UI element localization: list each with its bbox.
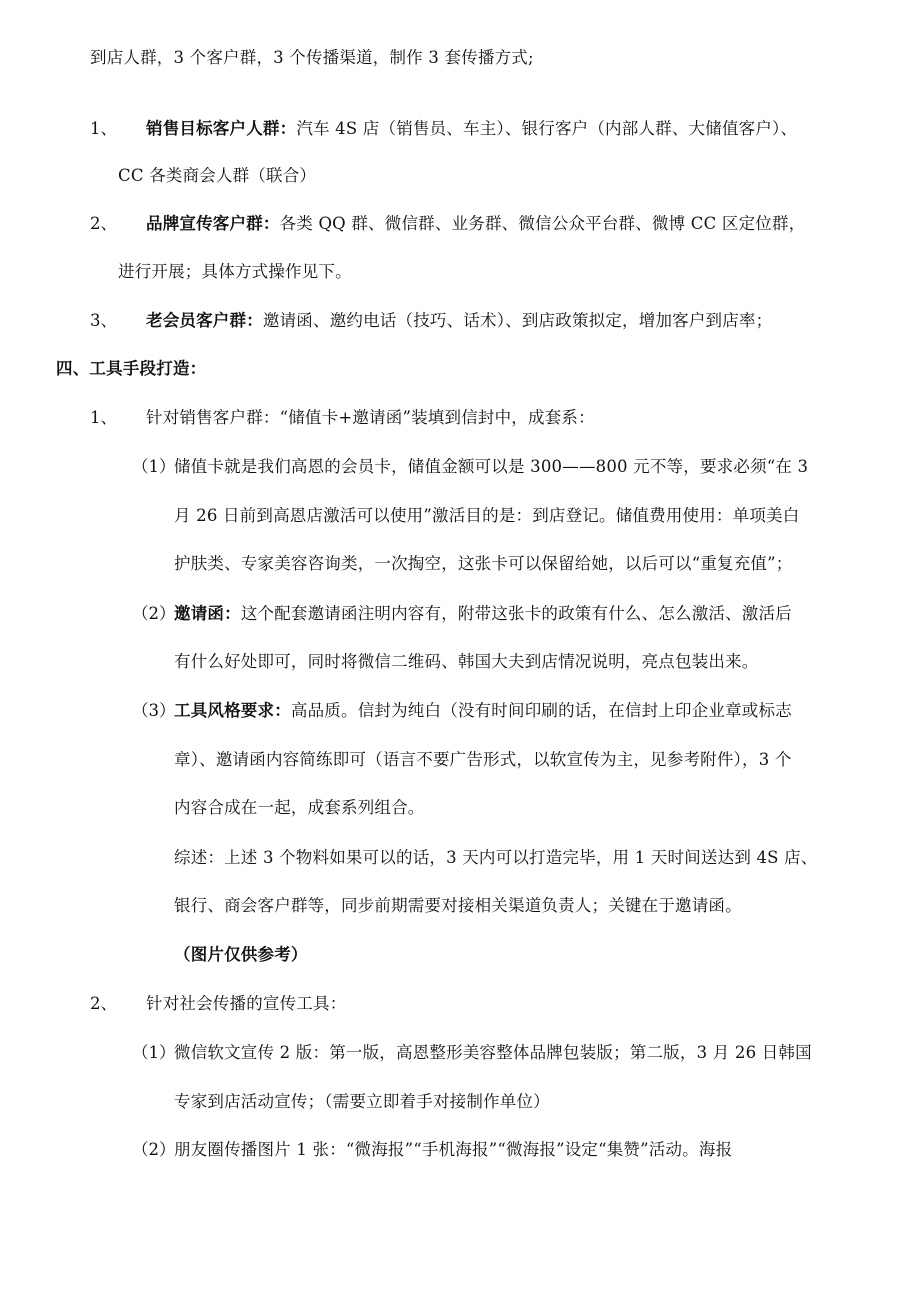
item-1-number: 1、 (90, 408, 117, 427)
group-3-line (146, 309, 772, 333)
item-2-number: 2、 (90, 994, 117, 1013)
item-1-sub-2-text: 这个配套邀请函注明内容有，附带这张卡的政策有什么、怎么激活、激活后 (240, 604, 792, 623)
item-2-sub-1-line-2: 专家到店活动宣传；（需要立即着手对接制作单位） (174, 1092, 550, 1111)
item-1-sub-1-line-3: 护肤类、专家美容咨询类，一次掏空，这张卡可以保留给她，以后可以“重复充值”； (174, 554, 793, 573)
item-2-text: 针对社会传播的宣传工具： (146, 994, 347, 1013)
group-2-continuation: 进行开展；具体方式操作见下。 (118, 262, 352, 281)
intro-line: 到店人群，3 个客户群，3 个传播渠道，制作 3 套传播方式; (90, 48, 534, 67)
summary-line-2: 银行、商会客户群等，同步前期需要对接相关渠道负责人；关键在于邀请函。 (174, 896, 742, 915)
group-2-number: 2、 (90, 214, 117, 233)
item-1-sub-2-line-1 (174, 602, 792, 626)
style-requirement-label: 工具风格要求： (174, 701, 291, 720)
item-1-sub-3-line-3: 内容合成在一起，成套系列组合。 (174, 798, 425, 817)
item-1-sub-1-line-1: 储值卡就是我们高恩的会员卡，储值金额可以是 300——800 元不等，要求必须“在 3 (174, 457, 809, 476)
group-2-line (146, 212, 805, 236)
group-1-line (146, 117, 797, 141)
item-2-sub-2-number: （2） (132, 1140, 176, 1159)
image-caption: （图片仅供参考） (174, 945, 308, 964)
group-1-text: 汽车 4S 店（销售员、车主）、银行客户（内部人群、大储值客户）、 (296, 119, 798, 138)
item-1-sub-3-line-1 (174, 699, 792, 723)
group-1-label: 销售目标客户人群： (146, 119, 297, 138)
summary-line-1: 综述：上述 3 个物料如果可以的话，3 天内可以打造完毕，用 1 天时间送达到 4S 店、 (174, 848, 818, 867)
group-2-label: 品牌宣传客户群： (146, 214, 280, 233)
item-2-sub-1-line-1: 微信软文宣传 2 版：第一版，高恩整形美容整体品牌包装版；第二版，3 月 26 日韩国 (174, 1043, 812, 1062)
group-3-text: 邀请函、邀约电话（技巧、话术）、到店政策拟定，增加客户到店率； (262, 311, 773, 330)
section-heading: 四、工具手段打造： (56, 359, 207, 378)
item-1-sub-3-number: （3） (132, 701, 176, 720)
group-1-continuation: CC 各类商会人群（联合） (118, 166, 317, 185)
item-1-sub-2-line-2: 有什么好处即可，同时将微信二维码、韩国大夫到店情况说明，亮点包装出来。 (174, 652, 759, 671)
item-1-sub-1-line-2: 月 26 日前到高恩店激活可以使用”激活目的是：到店登记。储值费用使用：单项美白 (174, 506, 800, 525)
group-3-number: 3、 (90, 311, 117, 330)
item-1-sub-2-number: （2） (132, 604, 176, 623)
invitation-label: 邀请函： (174, 604, 241, 623)
group-3-label: 老会员客户群： (146, 311, 263, 330)
item-1-sub-1-number: （1） (132, 457, 176, 476)
group-2-text: 各类 QQ 群、微信群、业务群、微信公众平台群、微博 CC 区定位群， (279, 214, 806, 233)
item-1-sub-3-line-2: 章）、邀请函内容简练即可（语言不要广告形式，以软宣传为主，见参考附件），3 个 (174, 750, 792, 769)
item-2-sub-1-number: （1） (132, 1043, 176, 1062)
item-2-sub-2-line-1: 朋友圈传播图片 1 张：“微海报”“手机海报”“微海报”设定“集赞”活动。海报 (174, 1140, 733, 1159)
item-1-sub-3-text: 高品质。信封为纯白（没有时间印刷的话，在信封上印企业章或标志 (290, 701, 792, 720)
group-1-number: 1、 (90, 119, 117, 138)
item-1-text: 针对销售客户群：“储值卡+邀请函”装填到信封中，成套系： (146, 408, 595, 427)
